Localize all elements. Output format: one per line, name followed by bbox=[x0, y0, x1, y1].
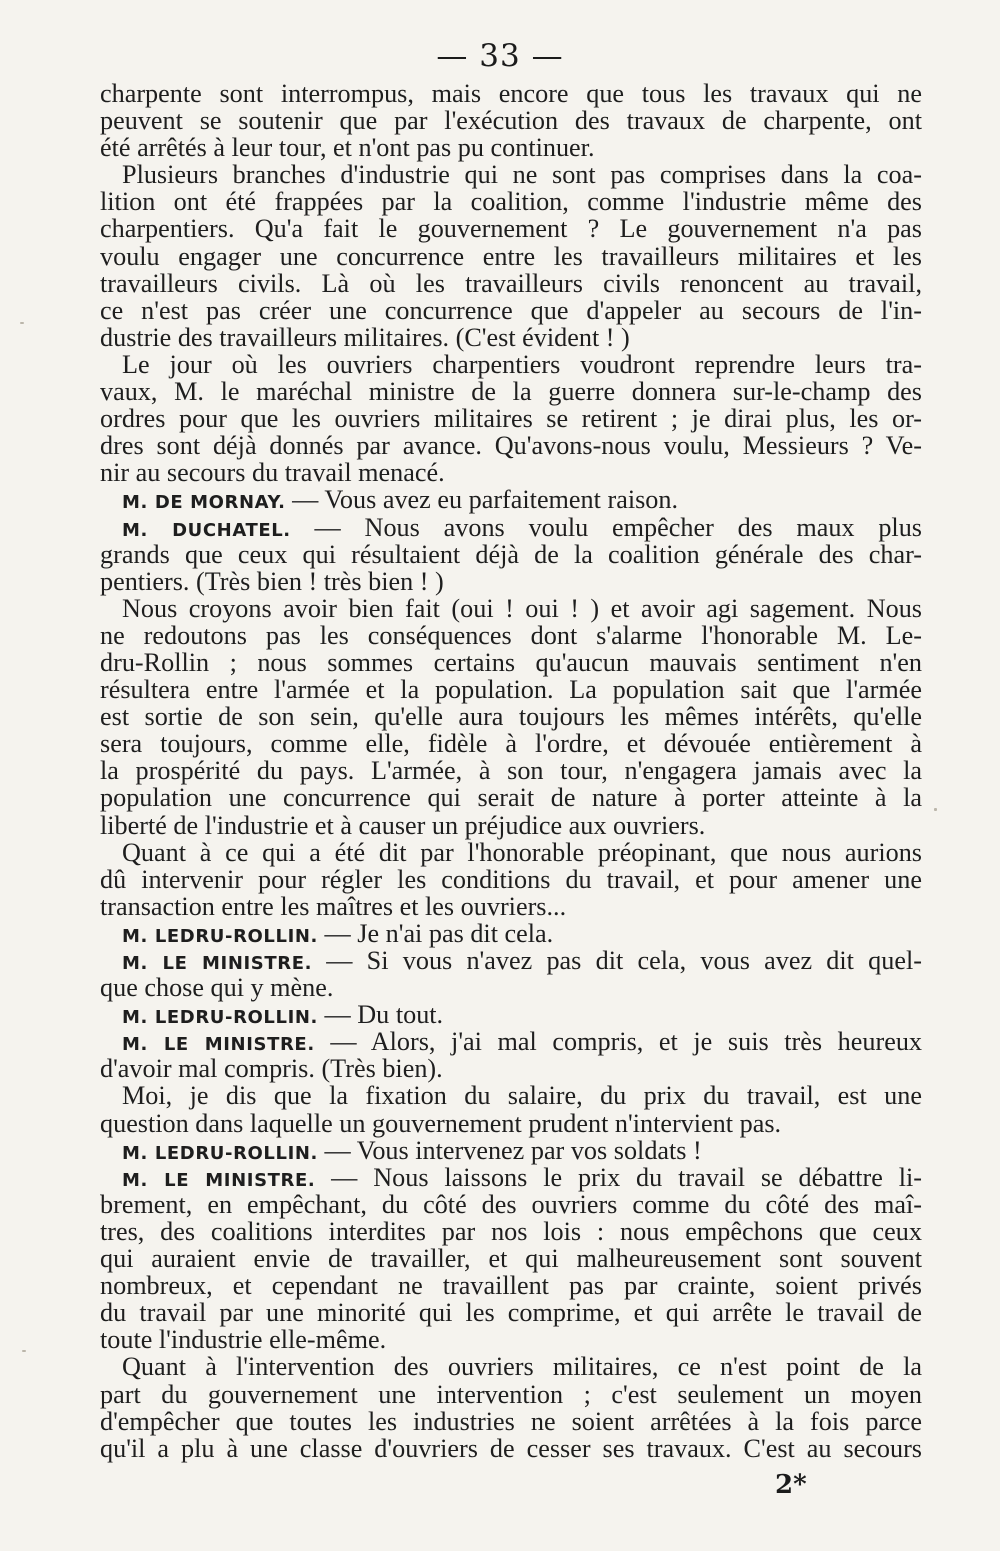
line-text: brement, en empêchant, du côté des ouvriers comme du côté des maî- bbox=[100, 1189, 922, 1219]
text-line bbox=[100, 134, 922, 161]
line-text: population une concurrence qui serait de nature à porter atteinte à la bbox=[100, 783, 922, 813]
text-line bbox=[100, 784, 922, 811]
line-text: liberté de l'industrie et à causer un préjudice aux ouvriers. bbox=[100, 810, 706, 840]
line-text: ce n'est pas créer une concurrence que d'appeler au secours de l'in- bbox=[100, 295, 922, 325]
line-text: — Vous intervenez par vos soldats ! bbox=[317, 1135, 702, 1165]
text-line bbox=[100, 351, 922, 378]
text-line bbox=[100, 568, 922, 595]
text-line bbox=[100, 866, 922, 893]
line-text: d'avoir mal compris. (Très bien). bbox=[100, 1054, 443, 1084]
text-line bbox=[100, 1245, 922, 1272]
line-text: dres sont déjà donnés par avance. Qu'avons-nous voulu, Messieurs ? Ve- bbox=[100, 431, 922, 461]
line-text: Quant à l'intervention des ouvriers militaires, ce n'est point de la bbox=[122, 1352, 922, 1382]
paper-speck bbox=[934, 808, 937, 811]
text-line bbox=[100, 188, 922, 215]
line-text: pentiers. (Très bien ! très bien ! ) bbox=[100, 566, 444, 596]
line-text: voulu engager une concurrence entre les travailleurs militaires et les bbox=[100, 241, 922, 271]
line-text: dustrie des travailleurs militaires. (C'est évident ! ) bbox=[100, 322, 630, 352]
line-text: lition ont été frappées par la coalition, comme l'industrie même des bbox=[100, 187, 922, 217]
text-line bbox=[100, 378, 922, 405]
line-text: — Je n'ai pas dit cela. bbox=[317, 918, 554, 948]
line-text: nir au secours du travail menacé. bbox=[100, 458, 445, 488]
line-text: — Nous laissons le prix du travail se débattre li- bbox=[315, 1162, 922, 1192]
speaker-name: M. LEDRU-ROLLIN. bbox=[122, 925, 318, 947]
line-text: Quant à ce qui a été dit par l'honorable préopinant, que nous aurions bbox=[122, 837, 922, 867]
line-text: la prospérité du pays. L'armée, à son tour, n'engagera jamais avec la bbox=[100, 756, 922, 786]
line-text: — Si vous n'avez pas dit cela, vous avez dit quel- bbox=[312, 946, 922, 975]
text-line bbox=[100, 215, 922, 242]
paper-speck bbox=[22, 1350, 26, 1352]
line-text: Le jour où les ouvriers charpentiers voudront reprendre leurs tra- bbox=[122, 349, 922, 379]
speaker-name: M. DUCHATEL. bbox=[122, 519, 291, 541]
line-text: Nous croyons avoir bien fait (oui ! oui ! ) et avoir agi sagement. Nous bbox=[122, 593, 922, 623]
line-text: — Alors, j'ai mal compris, et je suis très heureux bbox=[314, 1027, 923, 1057]
text-line bbox=[100, 947, 922, 974]
line-text: tres, des coalitions interdites par nos lois : nous empêchons que ceux bbox=[100, 1216, 922, 1246]
text-line bbox=[100, 1001, 922, 1028]
line-text: — Vous avez eu parfaitement raison. bbox=[285, 485, 679, 515]
text-line bbox=[100, 730, 922, 757]
speaker-name: M. LEDRU-ROLLIN. bbox=[122, 1142, 318, 1164]
line-text: qu'il a plu à une classe d'ouvriers de cesser ses travaux. C'est au secours bbox=[100, 1433, 922, 1463]
text-line bbox=[100, 107, 922, 134]
text-line bbox=[100, 920, 922, 947]
line-text: du travail par une minorité qui les comprime, et qui arrête le travail de bbox=[100, 1298, 922, 1328]
text-line bbox=[100, 297, 922, 324]
line-text: ordres pour que les ouvriers militaires se retirent ; je dirai plus, les or- bbox=[100, 404, 922, 434]
speaker-name: M. DE MORNAY. bbox=[122, 492, 286, 514]
speaker-name: M. LE MINISTRE. bbox=[122, 953, 313, 974]
page-number: — 33 — bbox=[436, 38, 564, 74]
line-text: d'empêcher que toutes les industries ne soient arrêtées à la fois parce bbox=[100, 1406, 922, 1436]
text-line bbox=[100, 595, 922, 622]
text-line bbox=[100, 676, 922, 703]
text-line bbox=[100, 161, 922, 188]
line-text: Plusieurs branches d'industrie qui ne sont pas comprises dans la coa- bbox=[122, 160, 922, 190]
line-text: toute l'industrie elle-même. bbox=[100, 1325, 387, 1355]
text-line bbox=[100, 974, 922, 1001]
text-line bbox=[100, 459, 922, 486]
text-line bbox=[100, 1381, 922, 1408]
line-text: vaux, M. le maréchal ministre de la guerre donnera sur-le-champ des bbox=[100, 377, 922, 407]
text-line bbox=[100, 1082, 922, 1109]
page-body-text bbox=[100, 80, 922, 1462]
text-line bbox=[100, 1191, 922, 1218]
line-text: nombreux, et cependant ne travaillent pas par crainte, soient privés bbox=[100, 1271, 922, 1301]
text-line bbox=[100, 1299, 922, 1326]
line-text: qui auraient envie de travailler, et qui malheureusement sont souvent bbox=[100, 1244, 922, 1274]
line-text: été arrêtés à leur tour, et n'ont pas pu continuer. bbox=[100, 133, 595, 163]
text-line bbox=[100, 649, 922, 676]
text-line bbox=[100, 1272, 922, 1299]
line-text: dru-Rollin ; nous sommes certains qu'aucun mauvais sentiment n'en bbox=[100, 647, 922, 677]
text-line bbox=[100, 432, 922, 459]
text-line bbox=[100, 324, 922, 351]
line-text: — Nous avons voulu empêcher des maux plus bbox=[290, 512, 922, 542]
text-line bbox=[100, 243, 922, 270]
speaker-name: M. LE MINISTRE. bbox=[122, 1034, 315, 1056]
text-line bbox=[100, 703, 922, 730]
line-text: peuvent se soutenir que par l'exécution des travaux de charpente, ont bbox=[100, 106, 922, 136]
line-text: charpente sont interrompus, mais encore que tous les travaux qui ne bbox=[100, 79, 922, 108]
line-text: part du gouvernement une intervention ; c'est seulement un moyen bbox=[100, 1379, 922, 1409]
text-line bbox=[100, 1326, 922, 1353]
text-line bbox=[100, 1435, 922, 1462]
paper-speck bbox=[20, 322, 24, 324]
speaker-name: M. LEDRU-ROLLIN. bbox=[122, 1007, 318, 1029]
line-text: travailleurs civils. Là où les travailleurs civils renoncent au travail, bbox=[100, 268, 922, 298]
line-text: charpentiers. Qu'a fait le gouvernement ? Le gouvernement n'a pas bbox=[100, 214, 922, 244]
text-line bbox=[100, 1353, 922, 1380]
text-line bbox=[100, 541, 922, 568]
line-text: sera toujours, comme elle, fidèle à l'ordre, et dévouée entièrement à bbox=[100, 729, 922, 759]
line-text: dû intervenir pour régler les conditions du travail, et pour amener une bbox=[100, 864, 922, 894]
text-line bbox=[100, 1028, 922, 1055]
text-line bbox=[100, 1055, 922, 1082]
text-line bbox=[100, 80, 922, 107]
line-text: Moi, je dis que la fixation du salaire, du prix du travail, est une bbox=[122, 1081, 922, 1111]
line-text: est sortie de son sein, qu'elle aura toujours les mêmes intérêts, qu'elle bbox=[100, 702, 922, 732]
text-line bbox=[100, 405, 922, 432]
text-line bbox=[100, 270, 922, 297]
text-line bbox=[100, 1408, 922, 1435]
line-text: résultera entre l'armée et la population. La population sait que l'armée bbox=[100, 675, 922, 705]
line-text: question dans laquelle un gouvernement prudent n'intervient pas. bbox=[100, 1108, 782, 1138]
text-line bbox=[100, 1164, 922, 1191]
line-text: grands que ceux qui résultaient déjà de la coalition générale des char- bbox=[100, 539, 922, 569]
text-line bbox=[100, 1110, 922, 1137]
text-line bbox=[100, 839, 922, 866]
text-line bbox=[100, 757, 922, 784]
text-line bbox=[100, 622, 922, 649]
text-line bbox=[100, 486, 922, 513]
line-text: transaction entre les maîtres et les ouvriers... bbox=[100, 891, 567, 921]
line-text: que chose qui y mène. bbox=[100, 973, 334, 1003]
text-line bbox=[100, 1137, 922, 1164]
line-text: — Du tout. bbox=[317, 1000, 444, 1030]
line-text: ne redoutons pas les conséquences dont s'alarme l'honorable M. Le- bbox=[100, 620, 922, 650]
text-line bbox=[100, 812, 922, 839]
text-line bbox=[100, 514, 922, 541]
text-line bbox=[100, 893, 922, 920]
signature-mark: 2* bbox=[775, 1470, 807, 1500]
text-line bbox=[100, 1218, 922, 1245]
speaker-name: M. LE MINISTRE. bbox=[122, 1169, 316, 1191]
